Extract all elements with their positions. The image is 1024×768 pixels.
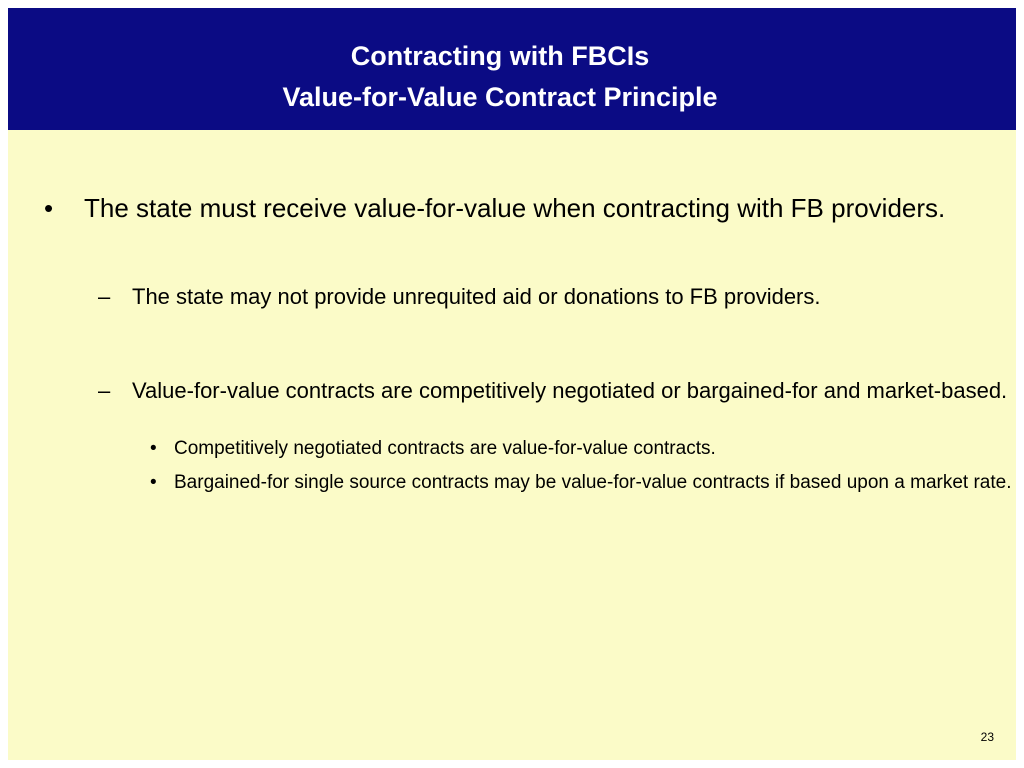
bullet-level2-text-second: Value-for-value contracts are competitively negotiated or bargained-for and market-based. <box>132 378 1008 403</box>
bullet-marker-level1-icon: • <box>44 193 54 223</box>
bullet-marker-level3-icon: • <box>150 438 157 459</box>
bullet-level2-text-first: The state may not provide unrequited aid or donations to FB providers. <box>132 284 821 309</box>
bullet-level3-item-second <box>8 470 1016 496</box>
slide-title-line-1: Contracting with FBCIs <box>350 41 650 71</box>
slide-title <box>20 36 980 118</box>
bullet-marker-level2-icon: – <box>98 378 111 403</box>
bullet-level1-text: The state must receive value-for-value when contracting with FB providers. <box>84 193 946 223</box>
bullet-level3-text-first: Competitively negotiated contracts are value-for-value contracts. <box>174 438 716 459</box>
bullet-level3-text-second: Bargained-for single source contracts may be value-for-value contracts if based upon a market rate. <box>174 472 1012 493</box>
page-number: 23 <box>980 730 994 744</box>
bullet-level1-item <box>8 190 974 226</box>
slide-header <box>8 8 1016 130</box>
bullet-marker-level2-icon: – <box>98 284 111 309</box>
slide-body <box>8 130 1016 760</box>
bullet-level3-item-first <box>8 436 1016 462</box>
bullet-marker-level3-icon: • <box>150 472 157 493</box>
bullet-level2-item-second <box>8 376 1016 406</box>
slide-title-line-2: Value-for-Value Contract Principle <box>282 82 718 112</box>
bullet-level2-item-first <box>8 282 1016 312</box>
